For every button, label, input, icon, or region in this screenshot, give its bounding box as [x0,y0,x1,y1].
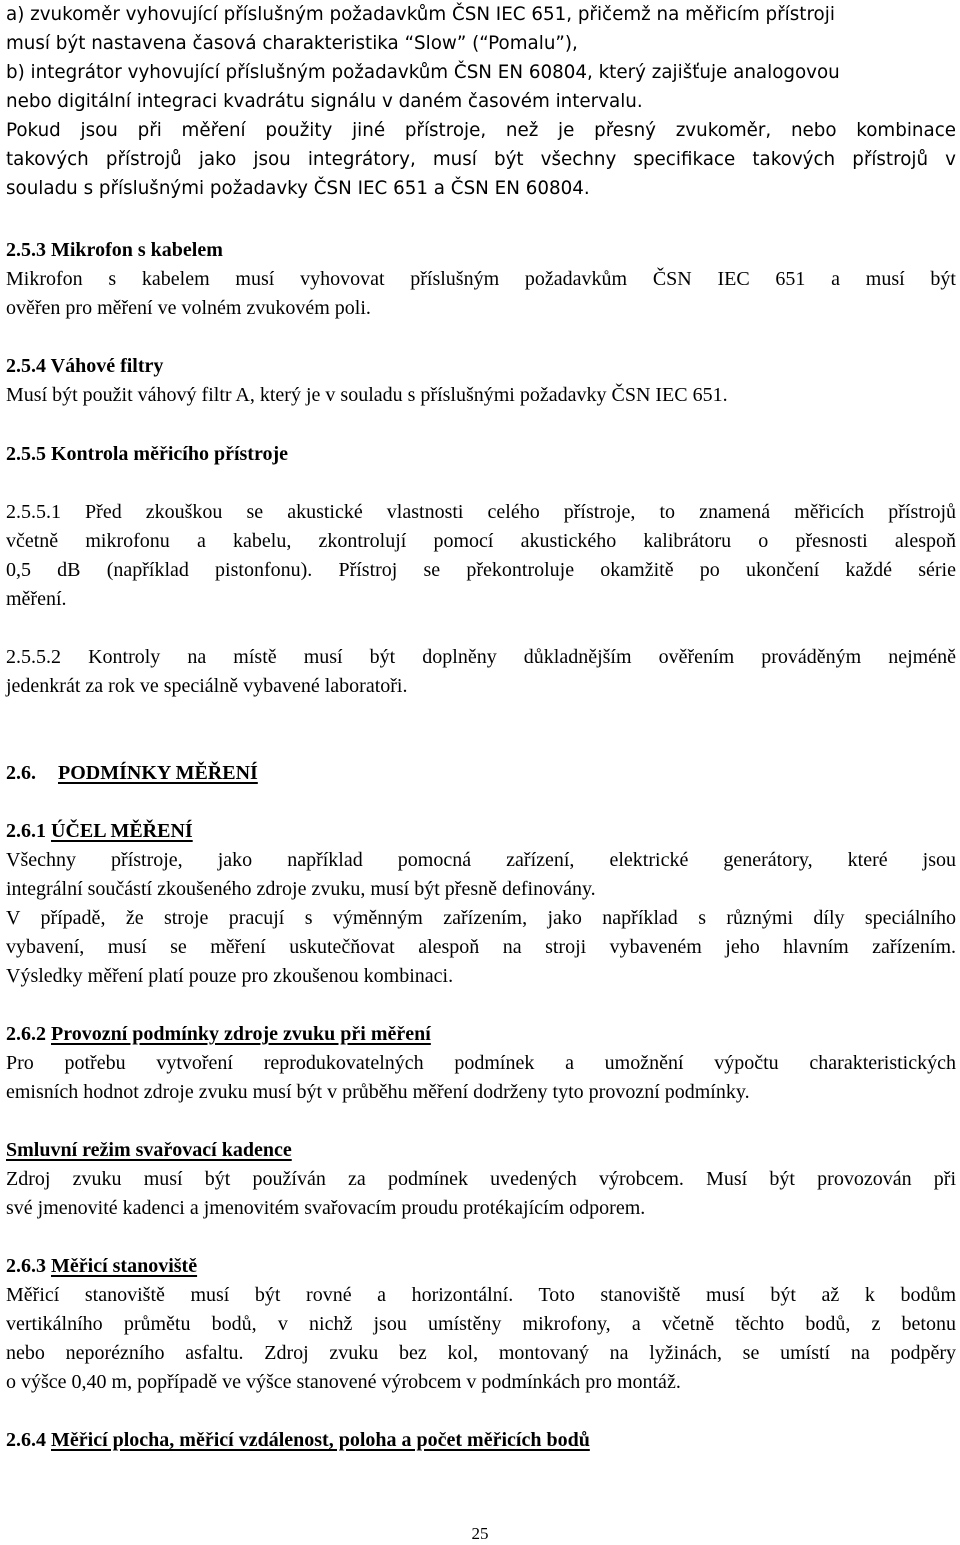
section-2-6-3-heading [6,1252,956,1281]
section-title: Smluvní režim svařovací kadence [6,1139,292,1161]
paragraph-line: vertikálního průmětu bodů, v nichž jsou umístěny mikrofony, a včetně těchto bodů, z betonu [6,1313,956,1335]
smluvni-rezim-heading [6,1136,956,1165]
smluvni-rezim-body [6,1165,956,1223]
paragraph-line: Mikrofon s kabelem musí vyhovovat příslušným požadavkům ČSN IEC 651 a musí být [6,268,956,290]
section-2-5-5-2 [6,643,956,701]
section-2-6-1-body [6,846,956,991]
list-item-b-line-1: b) integrátor vyhovující příslušným požadavkům ČSN EN 60804, který zajišťuje analogovou [6,62,840,83]
list-item-a-line-2: musí být nastavena časová charakteristika “Slow” (“Pomalu”), [6,33,578,54]
paragraph-line: Musí být použit váhový filtr A, který je v souladu s příslušnými požadavky ČSN IEC 651. [6,384,728,406]
section-2-6-1-heading [6,817,956,846]
section-2-5-4-body [6,381,956,410]
section-number: 2.6.1 [6,820,46,842]
paragraph-line: 2.5.5.1 Před zkouškou se akustické vlastnosti celého přístroje, to znamená měřicích přístrojů [6,501,956,523]
list-item-b-line-2: nebo digitální integraci kvadrátu signálu v daném časovém intervalu. [6,91,643,112]
section-number: 2.6.4 [6,1429,46,1451]
section-2-5-5-heading: 2.5.5 Kontrola měřicího přístroje [6,443,288,465]
paragraph-line: Výsledky měření platí pouze pro zkoušenou kombinaci. [6,965,454,987]
paragraph-line: souladu s příslušnými požadavky ČSN IEC 651 a ČSN EN 60804. [6,178,590,199]
paragraph-line: Pro potřebu vytvoření reprodukovatelných podmínek a umožnění výpočtu charakteristických [6,1052,956,1074]
section-2-5-3-heading: 2.5.3 Mikrofon s kabelem [6,239,223,261]
section-2-6-3-body [6,1281,956,1397]
list-item-a-line-1: a) zvukoměr vyhovující příslušným požadavkům ČSN IEC 651, přičemž na měřicím přístroji [6,4,835,25]
paragraph-line: ověřen pro měření ve volném zvukovém poli. [6,297,371,319]
section-number: 2.6.3 [6,1255,46,1277]
section-2-6-2-heading [6,1020,956,1049]
section-2-5-5-1 [6,498,956,614]
section-title: Měřicí stanoviště [51,1255,198,1277]
section-title: Provozní podmínky zdroje zvuku při měření [51,1023,431,1045]
paragraph-line: integrální součástí zkoušeného zdroje zvuku, musí být přesně definovány. [6,878,596,900]
paragraph-line: jedenkrát za rok ve speciálně vybavené laboratoři. [6,675,408,697]
paragraph-line: vybavení, musí se měření uskutečňovat alespoň na stroji vybaveném jeho hlavním zařízením. [6,936,956,958]
section-2-5-4-heading: 2.5.4 Váhové filtry [6,355,164,377]
section-2-6-heading [6,759,956,788]
section-number: 2.6. [6,762,36,784]
paragraph-line: V případě, že stroje pracují s výměnným zařízením, jako například s různými díly speciálního [6,907,956,929]
paragraph-line: emisních hodnot zdroje zvuku musí být v průběhu měření dodrženy tyto provozní podmínky. [6,1081,750,1103]
paragraph-line: Pokud jsou při měření použity jiné přístroje, než je přesný zvukoměr, nebo kombinace [6,120,956,141]
section-2-6-2-body [6,1049,956,1107]
section-2-5-3-body [6,265,956,323]
paragraph-line: měření. [6,588,67,610]
paragraph-pokud [6,116,956,203]
paragraph-line: včetně mikrofonu a kabelu, zkontrolují pomocí akustického kalibrátoru o přesnosti alespoň [6,530,956,552]
section-2-6-4-heading [6,1426,956,1455]
page-number: 25 [471,1524,489,1543]
paragraph-line: Všechny přístroje, jako například pomocná zařízení, elektrické generátory, které jsou [6,849,956,871]
section-title: PODMÍNKY MĚŘENÍ [58,762,258,784]
paragraph-line: 2.5.5.2 Kontroly na místě musí být doplněny důkladnějším ověřením prováděným nejméně [6,646,956,668]
paragraph-line: 0,5 dB (například pistonfonu). Přístroj se překontroluje okamžitě po ukončení každé série [6,559,956,581]
paragraph-line: Měřicí stanoviště musí být rovné a horizontální. Toto stanoviště musí být až k bodům [6,1284,956,1306]
section-title: Měřicí plocha, měřicí vzdálenost, poloha a počet měřicích bodů [51,1429,590,1451]
section-title: ÚČEL MĚŘENÍ [51,820,193,842]
intro-list [6,0,956,116]
paragraph-line: nebo neporézního asfaltu. Zdroj zvuku bez kol, montovaný na lyžinách, se umístí na podpěry [6,1342,956,1364]
paragraph-line: své jmenovité kadenci a jmenovitém svařovacím proudu protékajícím odporem. [6,1197,646,1219]
paragraph-line: o výšce 0,40 m, popřípadě ve výšce stanovené výrobcem v podmínkách pro montáž. [6,1371,681,1393]
paragraph-line: takových přístrojů jako jsou integrátory, musí být všechny specifikace takových přístrojů v [6,149,956,170]
paragraph-line: Zdroj zvuku musí být používán za podmínek uvedených výrobcem. Musí být provozován při [6,1168,956,1190]
section-number: 2.6.2 [6,1023,46,1045]
